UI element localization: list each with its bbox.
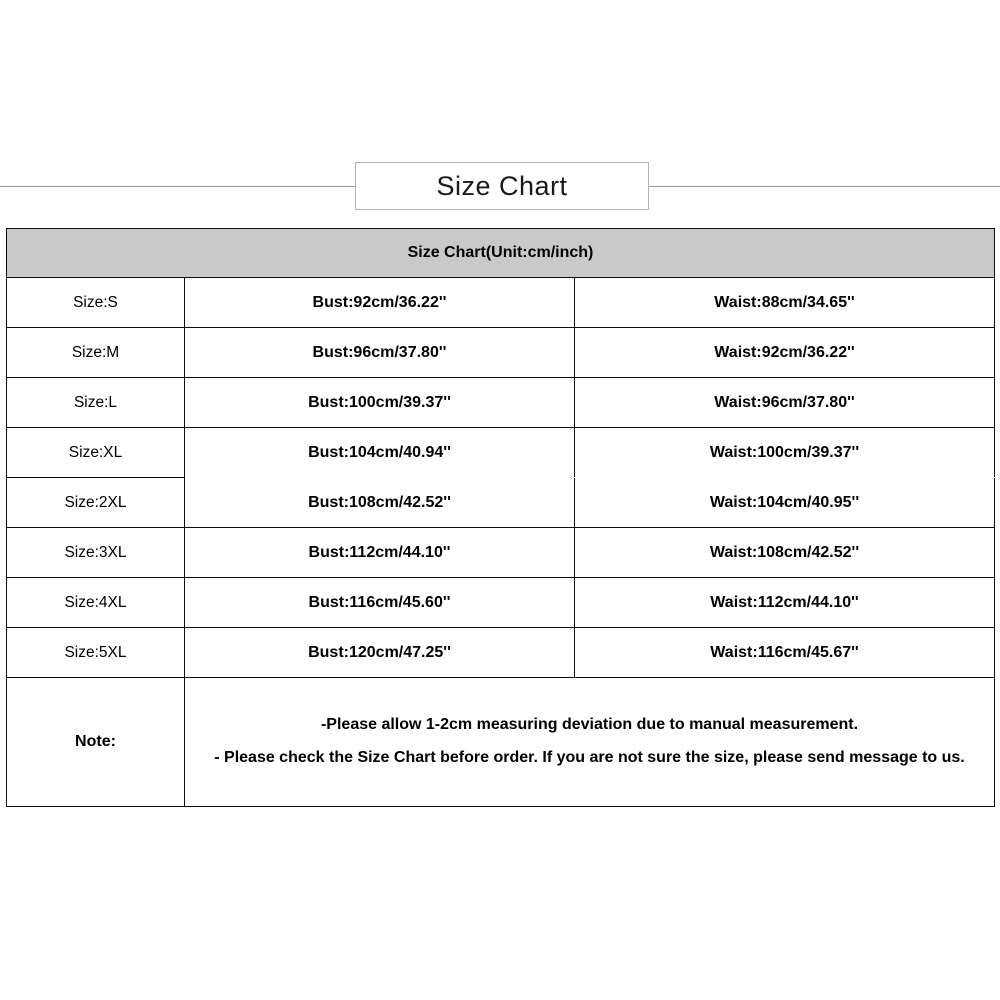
size-label: Size:S [7,278,185,328]
waist-value: Waist:88cm/34.65'' [575,278,995,328]
page-title-text: Size Chart [436,170,568,201]
waist-value: Waist:92cm/36.22'' [575,328,995,378]
size-label: Size:XL [7,428,185,478]
size-chart-table-wrapper [6,228,994,807]
size-label: Size:4XL [7,578,185,628]
waist-value: Waist:116cm/45.67'' [575,628,995,678]
bust-value: Bust:100cm/39.37'' [185,378,575,428]
table-row [7,278,995,328]
bust-value: Bust:120cm/47.25'' [185,628,575,678]
table-row [7,378,995,428]
note-body [185,678,995,807]
waist-value: Waist:104cm/40.95'' [575,478,995,528]
waist-value: Waist:108cm/42.52'' [575,528,995,578]
table-row [7,328,995,378]
table-header-row [7,229,995,278]
page-title [355,162,649,210]
title-rule-right [648,186,1000,187]
bust-value: Bust:112cm/44.10'' [185,528,575,578]
table-row [7,428,995,478]
bust-value: Bust:104cm/40.94'' [185,428,575,478]
size-label: Size:5XL [7,628,185,678]
bust-value: Bust:92cm/36.22'' [185,278,575,328]
waist-value: Waist:112cm/44.10'' [575,578,995,628]
waist-value: Waist:96cm/37.80'' [575,378,995,428]
note-line-2: - Please check the Size Chart before order. If you are not sure the size, please send message to us. [214,749,965,766]
title-rule-left [0,186,355,187]
bust-value: Bust:116cm/45.60'' [185,578,575,628]
bust-value: Bust:108cm/42.52'' [185,478,575,528]
bust-value: Bust:96cm/37.80'' [185,328,575,378]
size-label: Size:M [7,328,185,378]
title-band [0,160,1000,214]
size-chart-table [6,228,995,807]
table-row [7,478,995,528]
note-label: Note: [7,678,185,807]
note-row [7,678,995,807]
note-line-1: -Please allow 1-2cm measuring deviation due to manual measurement. [320,716,859,734]
table-header-cell: Size Chart(Unit:cm/inch) [7,229,995,278]
table-row [7,628,995,678]
table-row [7,528,995,578]
size-label: Size:2XL [7,478,185,528]
size-label: Size:3XL [7,528,185,578]
size-label: Size:L [7,378,185,428]
waist-value: Waist:100cm/39.37'' [575,428,995,478]
table-row [7,578,995,628]
